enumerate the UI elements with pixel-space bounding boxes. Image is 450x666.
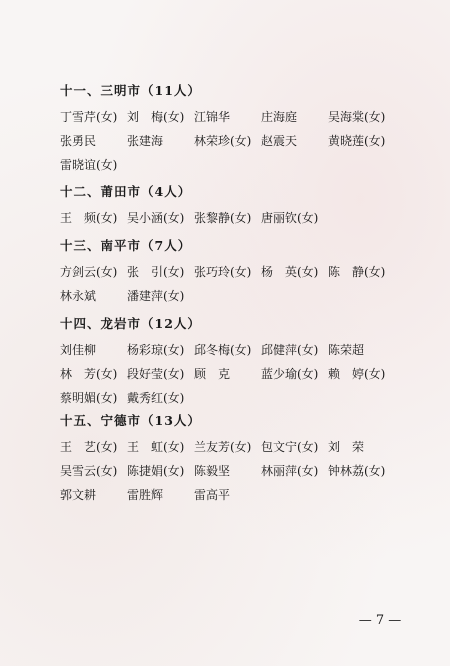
list-item: 陈捷娟(女) [127, 464, 185, 478]
name-list [60, 338, 410, 410]
section-longyan [60, 315, 410, 410]
list-item: 邱冬梅(女) [194, 343, 252, 357]
list-item: 丁雪芹(女) [60, 110, 118, 124]
page-number: — 7 — [358, 613, 402, 628]
list-item: 张勇民 [60, 134, 97, 148]
list-item: 蓝少瑜(女) [261, 367, 319, 381]
list-item: 林 芳(女) [60, 367, 118, 381]
list-item: 吴海棠(女) [328, 110, 386, 124]
list-item: 刘 荣 [328, 440, 365, 454]
name-list [60, 260, 410, 308]
list-item: 雷胜辉 [127, 488, 164, 502]
list-item: 郭文耕 [60, 488, 97, 502]
list-item: 赵震天 [261, 134, 298, 148]
section-putian [60, 183, 410, 230]
list-item: 杨 英(女) [261, 265, 319, 279]
list-item: 杨彩琼(女) [127, 343, 185, 357]
list-item: 庄海庭 [261, 110, 298, 124]
list-item: 张巧玲(女) [194, 265, 252, 279]
list-item: 林丽萍(女) [261, 464, 319, 478]
list-item: 邱健萍(女) [261, 343, 319, 357]
list-item: 方剑云(女) [60, 265, 118, 279]
section-heading: 十一、三明市（11人） [60, 83, 201, 98]
section-heading: 十五、宁德市（13人） [60, 413, 201, 428]
list-item: 吴雪云(女) [60, 464, 118, 478]
list-item: 陈荣超 [328, 343, 365, 357]
list-item: 段好莹(女) [127, 367, 185, 381]
list-item: 王 艺(女) [60, 440, 118, 454]
section-ningde [60, 412, 410, 507]
list-item: 雷高平 [194, 488, 231, 502]
list-item: 黄晓莲(女) [328, 134, 386, 148]
section-heading: 十四、龙岩市（12人） [60, 316, 201, 331]
list-item: 唐丽钦(女) [261, 211, 319, 225]
list-item: 吴小涵(女) [127, 211, 185, 225]
list-item: 钟林荔(女) [328, 464, 386, 478]
list-item: 林永斌 [60, 289, 97, 303]
list-item: 王 虹(女) [127, 440, 185, 454]
section-heading: 十二、莆田市（4人） [60, 184, 192, 199]
name-list [60, 105, 410, 177]
list-item: 王 频(女) [60, 211, 118, 225]
list-item: 陈毅坚 [194, 464, 231, 478]
list-item: 兰友芳(女) [194, 440, 252, 454]
list-item: 张 引(女) [127, 265, 185, 279]
list-item: 江锦华 [194, 110, 231, 124]
list-item: 赖 婷(女) [328, 367, 386, 381]
list-item: 张建海 [127, 134, 164, 148]
section-nanping [60, 237, 410, 308]
name-list [60, 435, 410, 507]
list-item: 潘建萍(女) [127, 289, 185, 303]
list-item: 蔡明媚(女) [60, 391, 118, 405]
list-item: 刘 梅(女) [127, 110, 185, 124]
list-item: 刘佳柳 [60, 343, 97, 357]
list-item: 林荣珍(女) [194, 134, 252, 148]
list-item: 顾 克 [194, 367, 231, 381]
list-item: 戴秀红(女) [127, 391, 185, 405]
section-sanming [60, 82, 410, 177]
section-heading: 十三、南平市（7人） [60, 238, 192, 253]
list-item: 包文宁(女) [261, 440, 319, 454]
list-item: 陈 静(女) [328, 265, 386, 279]
list-item: 张黎静(女) [194, 211, 252, 225]
list-item: 雷晓谊(女) [60, 158, 118, 172]
name-list [60, 206, 410, 230]
